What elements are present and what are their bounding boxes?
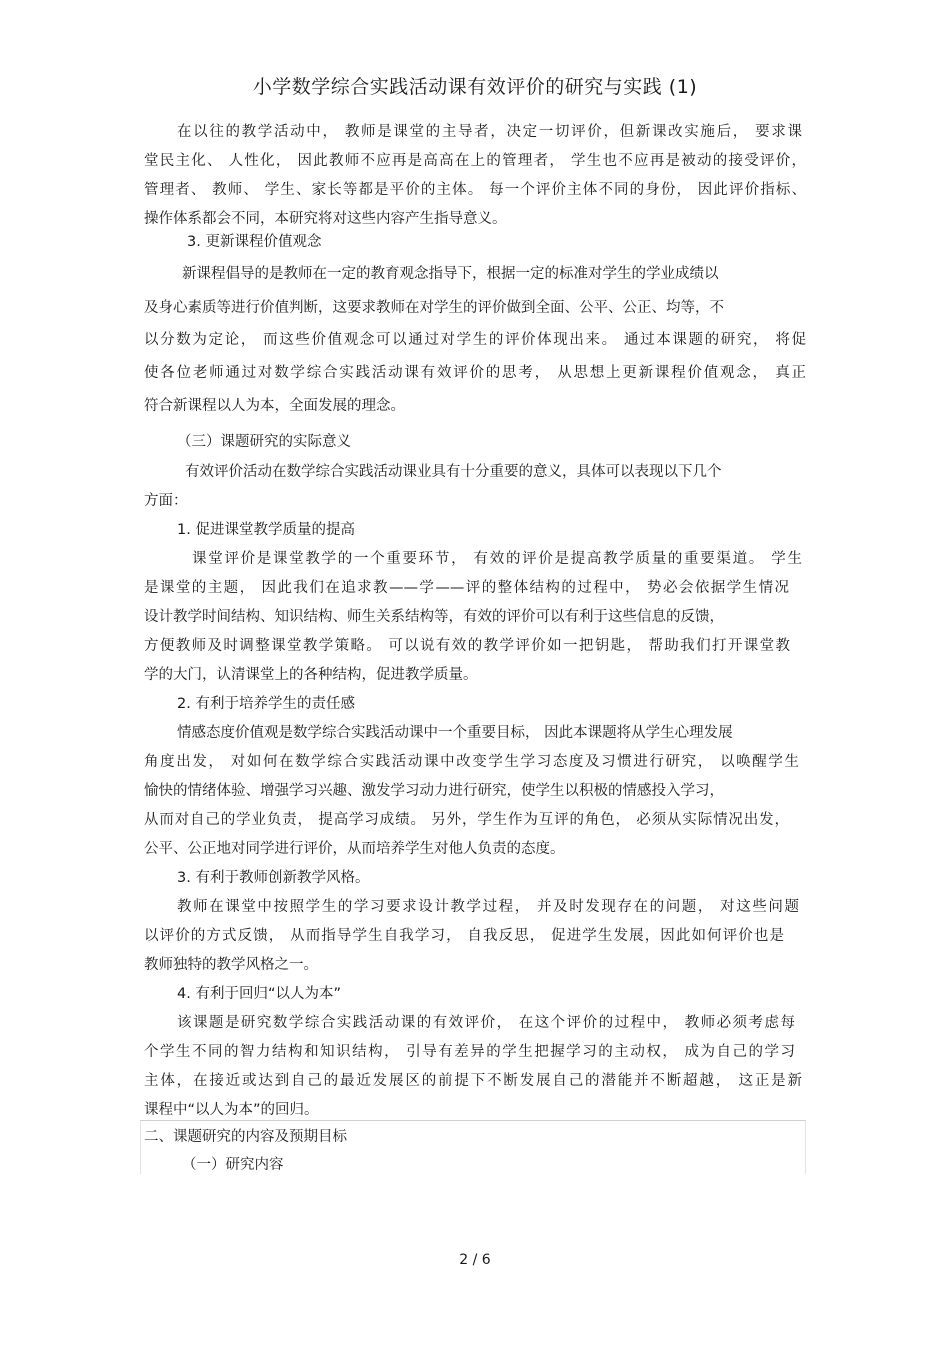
paragraph-line: 方面： [144, 493, 188, 509]
paragraph-line: 主体，在接近或达到自己的最近发展区的前提下不断发展自己的潜能并不断超越， 这正是新 [144, 1073, 802, 1089]
paragraph-line: 新课程倡导的是教师在一定的教育观念指导下，根据一定的标准对学生的学业成绩以 [182, 266, 719, 282]
paragraph-line: 该课题是研究数学综合实践活动课的有效评价， 在这个评价的过程中， 教师必须考虑每 [177, 1015, 795, 1031]
paragraph-line: 角度出发， 对如何在数学综合实践活动课中改变学生学习态度及习惯进行研究， 以唤醒学生 [144, 754, 799, 770]
page-number: 2 / 6 [459, 1252, 491, 1268]
section-heading: 3. 更新课程价值观念 [187, 234, 322, 250]
paragraph-line: 教师在课堂中按照学生的学习要求设计教学过程， 并及时发现存在的问题， 对这些问题 [177, 899, 799, 915]
paragraph-line: 情感态度价值观是数学综合实践活动课中一个重要目标， 因此本课题将从学生心理发展 [177, 725, 733, 741]
paragraph-line: 教师独特的教学风格之一。 [144, 957, 318, 973]
subsection-heading: （一）研究内容 [182, 1157, 284, 1173]
paragraph-line: 课堂评价是课堂教学的一个重要环节， 有效的评价是提高教学质量的重要渠道。 学生 [192, 551, 802, 567]
paragraph-line: 堂民主化、 人性化， 因此教师不应再是高高在上的管理者， 学生也不应再是被动的接受评价， [144, 153, 806, 169]
paragraph-line: 及身心素质等进行价值判断，这要求教师在对学生的评价做到全面、公平、公正、均等，不 [144, 300, 724, 316]
paragraph-line: 在以往的教学活动中， 教师是课堂的主导者，决定一切评价，但新课改实施后， 要求课 [177, 124, 802, 140]
paragraph-line: 愉快的情绪体验、增强学习兴趣、激发学习动力进行研究，使学生以积极的情感投入学习， [144, 783, 724, 799]
paragraph-line: 个学生不同的智力结构和知识结构， 引导有差异的学生把握学习的主动权， 成为自己的学习 [144, 1044, 795, 1060]
document-title: 小学数学综合实践活动课有效评价的研究与实践 (1) [252, 76, 698, 98]
paragraph-line: 操作体系都会不同，本研究将对这些内容产生指导意义。 [144, 211, 507, 227]
section-heading: 2. 有利于培养学生的责任感 [177, 696, 355, 712]
paragraph-line: 以分数为定论， 而这些价值观念可以通过对学生的评价体现出来。 通过本课题的研究， 将促 [144, 332, 806, 348]
paragraph-line: 有效评价活动在数学综合实践活动课业具有十分重要的意义，具体可以表现以下几个 [185, 464, 722, 480]
paragraph-line: 公平、公正地对同学进行评价，从而培养学生对他人负责的态度。 [144, 841, 565, 857]
paragraph-line: 设计教学时间结构、知识结构、师生关系结构等，有效的评价可以有利于这些信息的反馈， [144, 609, 724, 625]
section-heading: 3. 有利于教师创新教学风格。 [177, 870, 370, 886]
paragraph-line: 方便教师及时调整课堂教学策略。 可以说有效的教学评价如一把钥匙， 帮助我们打开课堂教 [144, 638, 790, 654]
paragraph-line: 学的大门，认清课堂上的各种结构，促进教学质量。 [144, 667, 478, 683]
paragraph-line: 符合新课程以人为本，全面发展的理念。 [144, 398, 405, 414]
section-heading: （三）课题研究的实际意义 [177, 434, 351, 450]
section-heading: 4. 有利于回归“以人为本” [177, 986, 341, 1002]
section-heading: 二、课题研究的内容及预期目标 [144, 1129, 347, 1145]
paragraph-line: 课程中“以人为本”的回归。 [144, 1102, 319, 1118]
section-heading: 1. 促进课堂教学质量的提高 [177, 522, 355, 538]
paragraph-line: 管理者、 教师、 学生、家长等都是平价的主体。 每一个评价主体不同的身份， 因此评价指标、 [144, 182, 806, 198]
paragraph-line: 以评价的方式反馈， 从而指导学生自我学习， 自我反思， 促进学生发展，因此如何评价也是 [144, 928, 784, 944]
paragraph-line: 使各位老师通过对数学综合实践活动课有效评价的思考， 从思想上更新课程价值观念， 真正 [144, 365, 806, 381]
paragraph-line: 是课堂的主题， 因此我们在追求教——学——评的整体结构的过程中， 势必会依据学生情况 [144, 580, 789, 596]
paragraph-line: 从而对自己的学业负责， 提高学习成绩。 另外，学生作为互评的角色， 必须从实际情况出发， [144, 812, 789, 828]
